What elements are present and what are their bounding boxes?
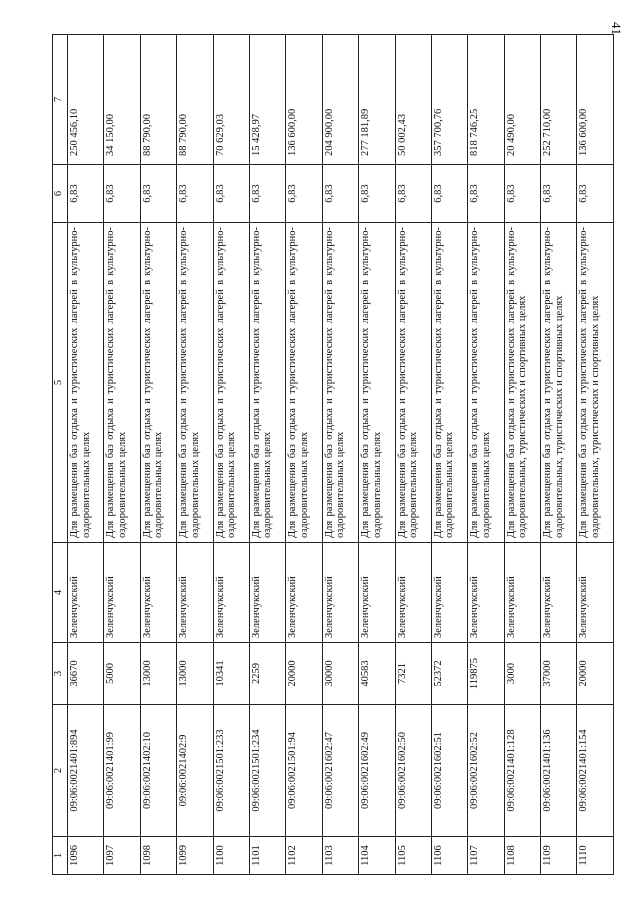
purpose-cell: Для размещения баз отдыха и туристических лагерей в культурно-оздоровительных целях: [177, 223, 213, 543]
row-number: 1097: [104, 837, 140, 875]
table-row: [140, 35, 176, 875]
row-number: 1102: [286, 837, 322, 875]
table-container: [52, 35, 614, 875]
area-cell: 2259: [249, 643, 285, 705]
header-col-2: 2: [53, 705, 68, 837]
area-cell: 40583: [359, 643, 395, 705]
cadastral-number: 09:06:0021501:234: [249, 705, 285, 837]
table-row: [177, 35, 213, 875]
district-cell: Зеленчукский: [249, 543, 285, 643]
district-cell: Зеленчукский: [68, 543, 104, 643]
area-cell: 20000: [577, 643, 614, 705]
row-number: 1106: [431, 837, 467, 875]
district-cell: Зеленчукский: [177, 543, 213, 643]
row-number: 1100: [213, 837, 249, 875]
row-number: 1096: [68, 837, 104, 875]
row-number: 1108: [504, 837, 540, 875]
cadastral-number: 09:06:0021602:52: [468, 705, 504, 837]
rate-cell: 6,83: [504, 165, 540, 223]
table-row: [504, 35, 540, 875]
row-number: 1105: [395, 837, 431, 875]
table-row: [68, 35, 104, 875]
value-cell: 277 181,89: [359, 35, 395, 165]
purpose-cell: Для размещения баз отдыха и туристических лагерей в культурно-оздоровительных целях: [68, 223, 104, 543]
purpose-cell: Для размещения баз отдыха и туристических лагерей в культурно-оздоровительных, туристических и спортивных целях: [541, 223, 577, 543]
purpose-cell: Для размещения баз отдыха и туристических лагерей в культурно-оздоровительных целях: [286, 223, 322, 543]
table-row: [322, 35, 358, 875]
rate-cell: 6,83: [177, 165, 213, 223]
cadastral-number: 09:06:0021602:50: [395, 705, 431, 837]
table-row: [431, 35, 467, 875]
purpose-cell: Для размещения баз отдыха и туристических лагерей в культурно-оздоровительных целях: [359, 223, 395, 543]
purpose-cell: Для размещения баз отдыха и туристических лагерей в культурно-оздоровительных целях: [468, 223, 504, 543]
district-cell: Зеленчукский: [286, 543, 322, 643]
area-cell: 37000: [541, 643, 577, 705]
district-cell: Зеленчукский: [395, 543, 431, 643]
cadastral-number: 09:06:0021501:233: [213, 705, 249, 837]
area-cell: 7321: [395, 643, 431, 705]
district-cell: Зеленчукский: [104, 543, 140, 643]
header-col-1: 1: [53, 837, 68, 875]
header-col-7: 7: [53, 35, 68, 165]
cadastral-number: 09:06:0021401:136: [541, 705, 577, 837]
value-cell: 250 456,10: [68, 35, 104, 165]
row-number: 1099: [177, 837, 213, 875]
rate-cell: 6,83: [395, 165, 431, 223]
district-cell: Зеленчукский: [468, 543, 504, 643]
rate-cell: 6,83: [140, 165, 176, 223]
district-cell: Зеленчукский: [140, 543, 176, 643]
rate-cell: 6,83: [213, 165, 249, 223]
row-number: 1107: [468, 837, 504, 875]
row-number: 1109: [541, 837, 577, 875]
rate-cell: 6,83: [468, 165, 504, 223]
value-cell: 15 428,97: [249, 35, 285, 165]
rate-cell: 6,83: [541, 165, 577, 223]
rate-cell: 6,83: [431, 165, 467, 223]
cadastral-number: 09:06:0021501:94: [286, 705, 322, 837]
district-cell: Зеленчукский: [213, 543, 249, 643]
header-row: [53, 35, 68, 875]
value-cell: 34 150,00: [104, 35, 140, 165]
cadastral-number: 09:06:0021402:9: [177, 705, 213, 837]
value-cell: 50 002,43: [395, 35, 431, 165]
row-number: 1098: [140, 837, 176, 875]
purpose-cell: Для размещения баз отдыха и туристических лагерей в культурно-оздоровительных целях: [104, 223, 140, 543]
area-cell: 10341: [213, 643, 249, 705]
district-cell: Зеленчукский: [431, 543, 467, 643]
rate-cell: 6,83: [322, 165, 358, 223]
value-cell: 88 790,00: [140, 35, 176, 165]
area-cell: 3000: [504, 643, 540, 705]
cadastral-number: 09:06:0021602:47: [322, 705, 358, 837]
district-cell: Зеленчукский: [322, 543, 358, 643]
cadastral-number: 09:06:0021401:894: [68, 705, 104, 837]
value-cell: 70 629,03: [213, 35, 249, 165]
table-body: [68, 35, 614, 875]
table-row: [213, 35, 249, 875]
area-cell: 20000: [286, 643, 322, 705]
purpose-cell: Для размещения баз отдыха и туристических лагерей в культурно-оздоровительных целях: [395, 223, 431, 543]
value-cell: 357 700,76: [431, 35, 467, 165]
rate-cell: 6,83: [249, 165, 285, 223]
district-cell: Зеленчукский: [577, 543, 614, 643]
rate-cell: 6,83: [286, 165, 322, 223]
cadastral-number: 09:06:0021401:128: [504, 705, 540, 837]
header-col-6: 6: [53, 165, 68, 223]
area-cell: 52372: [431, 643, 467, 705]
table-row: [577, 35, 614, 875]
cadastral-number: 09:06:0021402:10: [140, 705, 176, 837]
purpose-cell: Для размещения баз отдыха и туристических лагерей в культурно-оздоровительных целях: [322, 223, 358, 543]
rate-cell: 6,83: [68, 165, 104, 223]
value-cell: 204 900,00: [322, 35, 358, 165]
table-row: [286, 35, 322, 875]
purpose-cell: Для размещения баз отдыха и туристических лагерей в культурно-оздоровительных, туристических и спортивных целях: [577, 223, 614, 543]
value-cell: 252 710,00: [541, 35, 577, 165]
header-col-3: 3: [53, 643, 68, 705]
area-cell: 119875: [468, 643, 504, 705]
value-cell: 136 600,00: [286, 35, 322, 165]
header-col-5: 5: [53, 223, 68, 543]
rate-cell: 6,83: [104, 165, 140, 223]
table-row: [359, 35, 395, 875]
purpose-cell: Для размещения баз отдыха и туристических лагерей в культурно-оздоровительных целях: [213, 223, 249, 543]
value-cell: 20 490,00: [504, 35, 540, 165]
table-row: [249, 35, 285, 875]
area-cell: 13000: [140, 643, 176, 705]
district-cell: Зеленчукский: [504, 543, 540, 643]
area-cell: 36670: [68, 643, 104, 705]
area-cell: 13000: [177, 643, 213, 705]
purpose-cell: Для размещения баз отдыха и туристических лагерей в культурно-оздоровительных целях: [140, 223, 176, 543]
row-number: 1103: [322, 837, 358, 875]
row-number: 1101: [249, 837, 285, 875]
value-cell: 818 746,25: [468, 35, 504, 165]
cadastral-number: 09:06:0021401:99: [104, 705, 140, 837]
land-plots-table: [52, 34, 614, 875]
purpose-cell: Для размещения баз отдыха и туристических лагерей в культурно-оздоровительных, туристических и спортивных целях: [504, 223, 540, 543]
page-number: 41: [609, 22, 624, 35]
cadastral-number: 09:06:0021602:49: [359, 705, 395, 837]
table-row: [468, 35, 504, 875]
area-cell: 5000: [104, 643, 140, 705]
table-row: [104, 35, 140, 875]
purpose-cell: Для размещения баз отдыха и туристических лагерей в культурно-оздоровительных целях: [431, 223, 467, 543]
district-cell: Зеленчукский: [541, 543, 577, 643]
rate-cell: 6,83: [359, 165, 395, 223]
table-row: [541, 35, 577, 875]
district-cell: Зеленчукский: [359, 543, 395, 643]
header-col-4: 4: [53, 543, 68, 643]
table-row: [395, 35, 431, 875]
row-number: 1110: [577, 837, 614, 875]
value-cell: 88 790,00: [177, 35, 213, 165]
row-number: 1104: [359, 837, 395, 875]
area-cell: 30000: [322, 643, 358, 705]
rate-cell: 6,83: [577, 165, 614, 223]
value-cell: 136 600,00: [577, 35, 614, 165]
cadastral-number: 09:06:0021401:154: [577, 705, 614, 837]
purpose-cell: Для размещения баз отдыха и туристических лагерей в культурно-оздоровительных целях: [249, 223, 285, 543]
cadastral-number: 09:06:0021602:51: [431, 705, 467, 837]
